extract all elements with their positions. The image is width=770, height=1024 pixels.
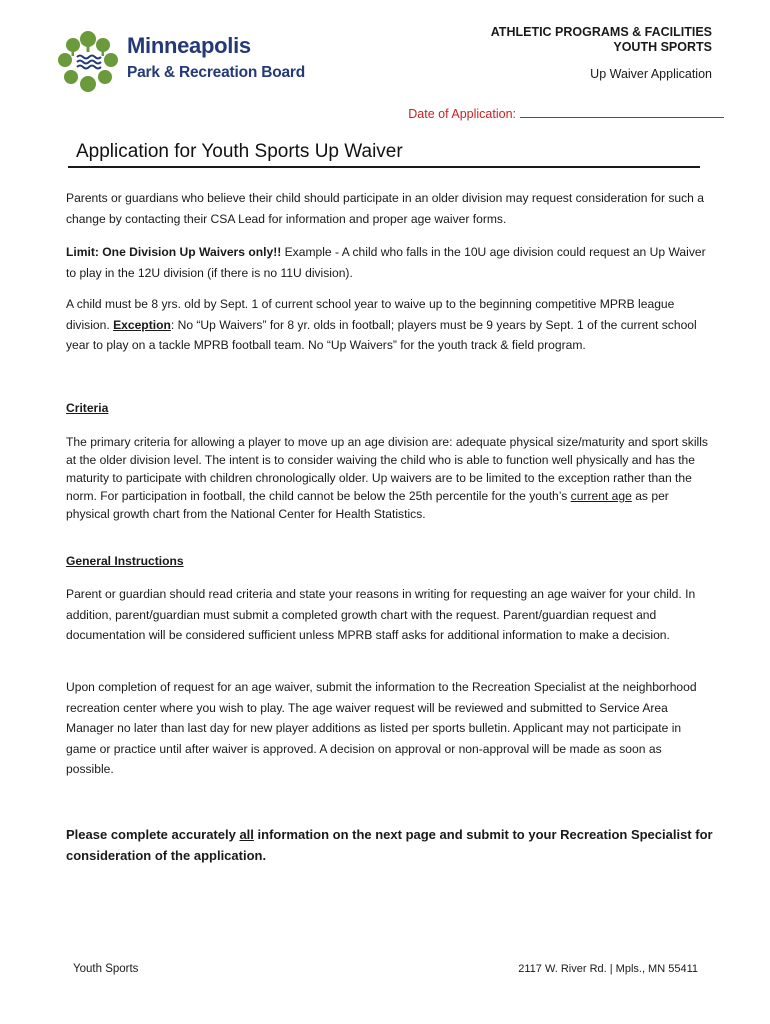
criteria-paragraph <box>66 433 711 523</box>
general-paragraph-2: Upon completion of request for an age waiver, submit the information to the Recreation Specialist at the neighborhood recreation center where you wish to play. The age waiver request will be reviewed and submitted to Service Area Manager no later than last day for new player additions as listed per sports bulletin. Applicant may not participate in game or practice until after waiver is approved. A decision on approval or non-approval will be made as soon as possible. <box>66 680 697 776</box>
criteria-text2: as per physical growth chart from the National Center for Health Statistics. <box>66 489 669 521</box>
date-of-application <box>408 106 724 121</box>
org-name-line2: Park & Recreation Board <box>127 64 306 81</box>
age-rule-text2: : No “Up Waivers” for 8 yr. olds in football; players must be 9 years by Sept. 1 of the current school year to play on a tackle MPRB football team. No “Up Waivers” for the youth track & field program. <box>66 317 697 352</box>
criteria-heading: Criteria <box>66 401 109 415</box>
age-rule-text1: A child must be 8 yrs. old by Sept. 1 of current school year to waive up to the beginning competitive MPRB league division. <box>66 297 675 332</box>
closing-text2: information on the next page and submit to your Recreation Specialist for consideration of the application. <box>66 827 713 863</box>
department-line2: YOUTH SPORTS <box>613 40 712 54</box>
title-divider <box>68 166 700 168</box>
closing-underlined: all <box>239 827 254 842</box>
footer-left: Youth Sports <box>73 963 139 975</box>
closing-text1: Please complete accurately <box>66 827 240 842</box>
limit-paragraph <box>66 242 711 283</box>
general-paragraph-1: Parent or guardian should read criteria and state your reasons in writing for requesting an age waiver for your child. In addition, parent/guardian must submit a completed growth chart with the request. Parent/guardian request and documentation will be considered sufficient unless MPRB staff asks for additional information to make a decision. <box>66 587 696 642</box>
mprb-logo <box>57 30 317 94</box>
footer-address: 2117 W. River Rd. | Mpls., MN 55411 <box>518 963 698 975</box>
tree-logo-icon <box>57 30 119 94</box>
org-name-line1: Minneapolis <box>127 33 251 58</box>
date-field[interactable] <box>520 106 724 118</box>
date-label: Date of Application: <box>408 107 516 121</box>
exception-label: Exception <box>113 317 171 332</box>
age-rule-paragraph <box>66 294 711 356</box>
form-name: Up Waiver Application <box>590 67 712 81</box>
limit-text: Example - A child who falls in the 10U age division could request an Up Waiver to play in the 12U division (if there is no 11U division). <box>66 245 706 280</box>
limit-label: Limit: One Division Up Waivers only!! <box>66 245 282 259</box>
department-header <box>491 25 712 82</box>
page-title: Application for Youth Sports Up Waiver <box>76 141 403 162</box>
department-line1: ATHLETIC PROGRAMS & FACILITIES <box>490 25 712 39</box>
intro-paragraph: Parents or guardians who believe their child should participate in an older division may request consideration for such a change by contacting their CSA Lead for information and proper age waiver forms. <box>66 191 704 226</box>
general-instructions-heading: General Instructions <box>66 554 184 568</box>
closing-instruction <box>66 824 726 866</box>
criteria-underlined: current age <box>570 489 632 503</box>
criteria-text1: The primary criteria for allowing a player to move up an age division are: adequate physical size/maturity and sport skills at the older division level. The intent is to consider waiving the child who is able to function well physically and has the maturity to participate with children chronologically older. Up waivers are to be limited to the exception rather than the norm. For participation in football, the child cannot be below the 25th percentile for the youth’s <box>66 435 708 503</box>
